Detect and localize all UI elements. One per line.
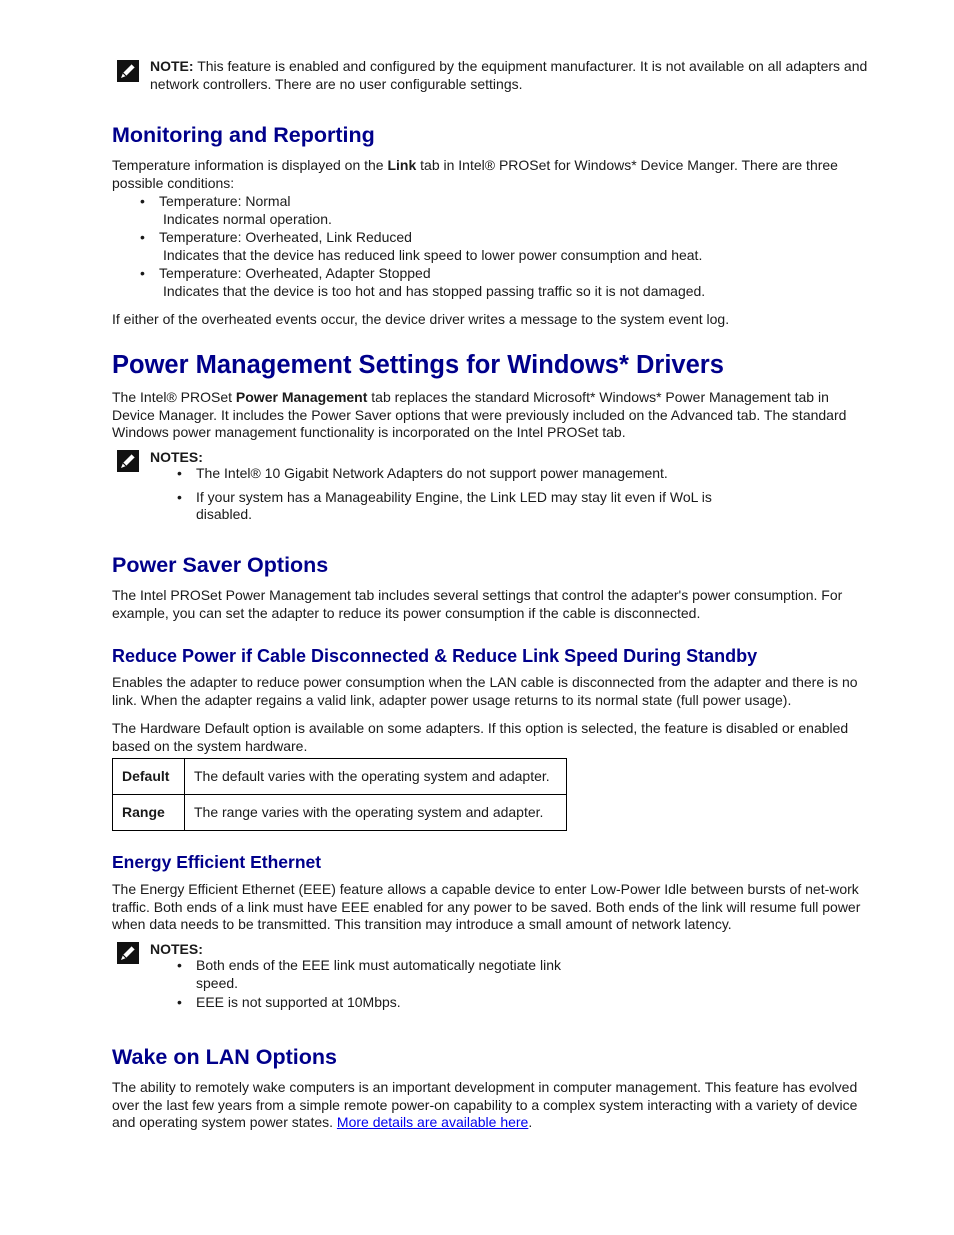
heading-wol: Wake on LAN Options [112,1045,337,1069]
monitoring-intro: Temperature information is displayed on the Link tab in Intel® PROSet for Windows* Device Manger. There are three possible conditions: [112,157,838,191]
table-value: The default varies with the operating system and adapter. [185,759,567,795]
reduce-power-p1: Enables the adapter to reduce power consumption when the LAN cable is disconnected from the adapter and there is no link. When the adapter regains a valid link, adapter power usage returns to its normal state (full power usage). [112,674,858,708]
eee-text: The Energy Efficient Ethernet (EEE) feature allows a capable device to enter Low-Power Idle between bursts of net-work traffic. Both ends of a link must have EEE enabled for any power to be saved. Both ends of the link will resume full power when data needs to be transmitted. This transition may introduce a small amount of network latency. [112,881,861,932]
more-details-link[interactable]: More details are available here [336,1114,529,1130]
table-row [113,759,567,795]
list-item: • Temperature: Overheated, Adapter Stopped Indicates that the device is too hot and has stopped passing traffic so it is not damaged. [159,265,859,300]
note-pencil-icon [117,60,139,82]
list-item: • Temperature: Overheated, Link Reduced Indicates that the device has reduced link speed to lower power consumption and heat. [159,229,859,264]
notes-label: NOTES: [150,941,203,957]
power-management-intro: The Intel® PROSet Power Management tab replaces the standard Microsoft* Windows* Power Management tab in Device Manager. It includes the Power Saver options that were previously included on the Advanced tab. The standard Windows power management functionality is incorporated on the Intel PROSet tab. [112,389,847,440]
list-item: • The Intel® 10 Gigabit Network Adapters do not support power management. [196,465,736,483]
table-key: Range [113,795,185,831]
temperature-conditions-list [159,193,859,300]
reduce-power-p2: The Hardware Default option is available on some adapters. If this option is selected, the feature is disabled or enabled based on the system hardware. [112,720,849,754]
table-key: Default [113,759,185,795]
list-item: • Temperature: Normal Indicates normal operation. [159,193,859,228]
note-pencil-icon [117,450,139,472]
table-row [113,795,567,831]
heading-power-saver: Power Saver Options [112,553,329,577]
power-management-notes [196,465,736,524]
table-value: The range varies with the operating system and adapter. [185,795,567,831]
link-tab-name: Link [387,157,417,173]
eee-notes [196,957,586,1012]
heading-reduce-power: Reduce Power if Cable Disconnected & Reduce Link Speed During Standby [112,646,758,666]
heading-monitoring: Monitoring and Reporting [112,123,375,147]
list-item: • EEE is not supported at 10Mbps. [196,994,586,1012]
note-pencil-icon [117,942,139,964]
wol-text: The ability to remotely wake computers is an important development in computer management. This feature has evolved over the last few years from a simple remote power-on capability to a complex system interacting with a variety of device and operating system power states. More details are available here. [112,1079,858,1130]
monitoring-footer: If either of the overheated events occur, the device driver writes a message to the system event log. [112,311,730,327]
notes-label: NOTES: [150,449,203,465]
settings-table [112,758,567,831]
note-text: This feature is enabled and configured by the equipment manufacturer. It is not available on all adapters and network controllers. There are no user configurable settings. [150,58,868,92]
list-item: • Both ends of the EEE link must automatically negotiate link speed. [196,957,576,992]
list-item: • If your system has a Manageability Engine, the Link LED may stay lit even if WoL is disabled. [196,489,726,524]
note-top [150,58,870,93]
heading-power-management: Power Management Settings for Windows* Drivers [112,351,724,379]
note-label: NOTE: [150,58,194,74]
power-saver-text: The Intel PROSet Power Management tab includes several settings that control the adapter's power consumption. For example, you can set the adapter to reduce its power consumption if the cable is disconnected. [112,587,843,621]
heading-eee: Energy Efficient Ethernet [112,852,322,872]
